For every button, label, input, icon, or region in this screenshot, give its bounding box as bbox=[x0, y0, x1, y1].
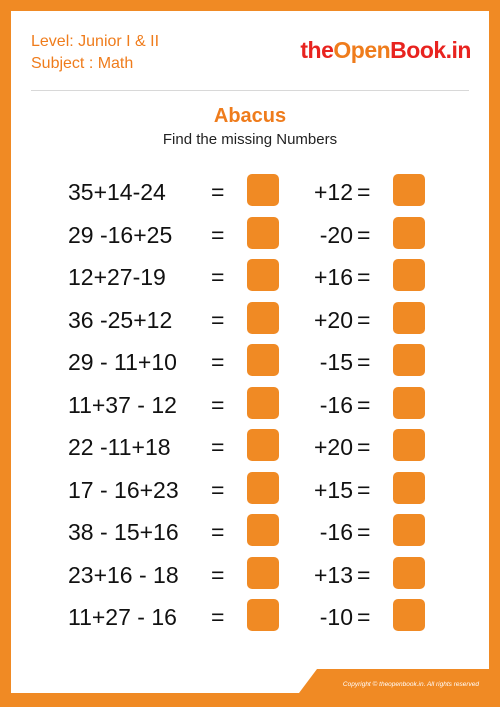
answer-box[interactable] bbox=[393, 217, 425, 249]
answer-box[interactable] bbox=[247, 387, 279, 419]
equals-sign: = bbox=[357, 519, 371, 545]
answer-box[interactable] bbox=[247, 302, 279, 334]
problem-operation: +20 bbox=[313, 306, 353, 333]
problem-expression: 36 -25+12 bbox=[68, 306, 173, 333]
problem-row bbox=[11, 171, 489, 214]
answer-box[interactable] bbox=[393, 344, 425, 376]
equals-sign: = bbox=[211, 306, 225, 333]
equals-sign: = bbox=[211, 476, 225, 503]
brand-the: the bbox=[300, 37, 334, 63]
equals-sign: = bbox=[357, 604, 371, 630]
answer-box[interactable] bbox=[393, 302, 425, 334]
equals-sign: = bbox=[211, 221, 225, 248]
problem-operation: -10 bbox=[319, 604, 353, 630]
copyright-text: Copyright © theopenbook.in. All rights reserved bbox=[342, 681, 479, 688]
problem-expression: 35+14-24 bbox=[68, 179, 166, 205]
problem-expression: 29 - 11+10 bbox=[68, 349, 177, 375]
problem-row bbox=[11, 554, 489, 597]
answer-box[interactable] bbox=[247, 344, 279, 376]
problem-operation: +13 bbox=[313, 561, 353, 588]
answer-box[interactable] bbox=[393, 599, 425, 631]
equals-sign: = bbox=[211, 264, 225, 290]
problem-operation: -20 bbox=[319, 221, 353, 248]
equals-sign: = bbox=[357, 179, 371, 205]
header-divider bbox=[31, 90, 469, 91]
problem-operation: +12 bbox=[313, 179, 353, 205]
problem-expression: 29 -16+25 bbox=[68, 221, 173, 248]
equals-sign: = bbox=[211, 349, 225, 375]
answer-box[interactable] bbox=[393, 557, 425, 589]
answer-box[interactable] bbox=[393, 174, 425, 206]
answer-box[interactable] bbox=[393, 387, 425, 419]
problem-row bbox=[11, 384, 489, 427]
worksheet-title: Abacus bbox=[213, 105, 287, 127]
header-info bbox=[31, 31, 159, 75]
answer-box[interactable] bbox=[247, 514, 279, 546]
worksheet-instructions: Find the missing Numbers bbox=[162, 131, 338, 148]
problem-operation: -16 bbox=[319, 391, 353, 418]
problem-row bbox=[11, 299, 489, 342]
problem-expression: 11+27 - 16 bbox=[68, 604, 177, 630]
equals-sign: = bbox=[357, 434, 371, 460]
problem-row bbox=[11, 469, 489, 512]
equals-sign: = bbox=[357, 264, 371, 290]
answer-box[interactable] bbox=[393, 514, 425, 546]
subject-label: Subject : Math bbox=[31, 55, 134, 72]
answer-box[interactable] bbox=[247, 599, 279, 631]
equals-sign: = bbox=[211, 519, 225, 545]
equals-sign: = bbox=[211, 604, 225, 630]
answer-box[interactable] bbox=[247, 259, 279, 291]
equals-sign: = bbox=[211, 434, 225, 460]
answer-box[interactable] bbox=[393, 472, 425, 504]
problem-row bbox=[11, 214, 489, 257]
problem-expression: 17 - 16+23 bbox=[68, 476, 179, 503]
equals-sign: = bbox=[357, 349, 371, 375]
equals-sign: = bbox=[357, 561, 371, 588]
brand-logo bbox=[300, 37, 471, 64]
equals-sign: = bbox=[357, 391, 371, 418]
answer-box[interactable] bbox=[247, 472, 279, 504]
problem-expression: 23+16 - 18 bbox=[68, 561, 179, 588]
problem-expression: 11+37 - 12 bbox=[68, 391, 177, 418]
answer-box[interactable] bbox=[393, 259, 425, 291]
problem-operation: -15 bbox=[319, 349, 353, 375]
problem-operation: +15 bbox=[313, 476, 353, 503]
equals-sign: = bbox=[357, 221, 371, 248]
brand-book: Book.in bbox=[390, 37, 471, 63]
equals-sign: = bbox=[357, 306, 371, 333]
problem-row bbox=[11, 426, 489, 469]
problem-operation: +16 bbox=[313, 264, 353, 290]
answer-box[interactable] bbox=[247, 174, 279, 206]
answer-box[interactable] bbox=[247, 217, 279, 249]
problem-row bbox=[11, 256, 489, 299]
problem-row bbox=[11, 511, 489, 554]
level-label: Level: Junior I & II bbox=[31, 33, 160, 50]
equals-sign: = bbox=[357, 476, 371, 503]
equals-sign: = bbox=[211, 391, 225, 418]
answer-box[interactable] bbox=[247, 557, 279, 589]
brand-open: Open bbox=[333, 37, 391, 63]
problem-operation: -16 bbox=[319, 519, 353, 545]
problem-expression: 22 -11+18 bbox=[68, 434, 171, 460]
answer-box[interactable] bbox=[247, 429, 279, 461]
problem-row bbox=[11, 596, 489, 639]
answer-box[interactable] bbox=[393, 429, 425, 461]
problem-row bbox=[11, 341, 489, 384]
worksheet-page bbox=[11, 11, 489, 693]
problem-operation: +20 bbox=[313, 434, 353, 460]
problem-expression: 12+27-19 bbox=[68, 264, 166, 290]
problem-expression: 38 - 15+16 bbox=[68, 519, 179, 545]
problem-list bbox=[11, 171, 489, 639]
equals-sign: = bbox=[211, 561, 225, 588]
equals-sign: = bbox=[211, 179, 225, 205]
